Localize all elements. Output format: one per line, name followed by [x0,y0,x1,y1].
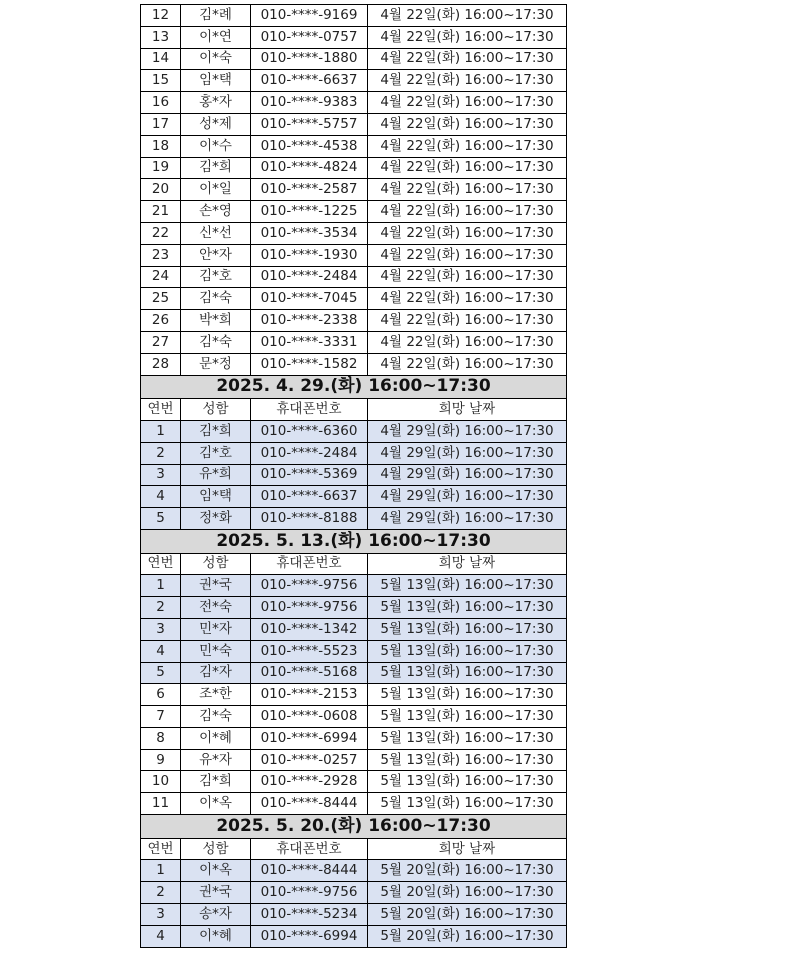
name-cell: 김*희 [181,420,251,442]
row-number: 3 [141,618,181,640]
phone-cell: 010-****-0608 [251,706,368,728]
row-number: 25 [141,288,181,310]
row-number: 2 [141,442,181,464]
phone-cell: 010-****-5369 [251,464,368,486]
date-cell: 5월 13일(화) 16:00~17:30 [368,793,567,815]
row-number: 27 [141,331,181,353]
name-cell: 김*호 [181,266,251,288]
phone-cell: 010-****-2484 [251,442,368,464]
name-cell: 박*희 [181,310,251,332]
row-number: 21 [141,201,181,223]
table-row [141,201,567,223]
table-row [141,464,567,486]
row-number: 1 [141,420,181,442]
date-cell: 5월 13일(화) 16:00~17:30 [368,662,567,684]
date-cell: 4월 22일(화) 16:00~17:30 [368,331,567,353]
name-cell: 김*호 [181,442,251,464]
date-cell: 4월 22일(화) 16:00~17:30 [368,244,567,266]
table-row [141,353,567,375]
phone-cell: 010-****-8444 [251,793,368,815]
row-number: 23 [141,244,181,266]
section-title-row [141,375,567,399]
row-number: 24 [141,266,181,288]
row-number: 8 [141,727,181,749]
header-date: 희망 날짜 [368,838,567,860]
header-number: 연번 [141,838,181,860]
name-cell: 이*수 [181,135,251,157]
date-cell: 4월 22일(화) 16:00~17:30 [368,353,567,375]
name-cell: 이*일 [181,179,251,201]
table-row [141,684,567,706]
date-cell: 4월 29일(화) 16:00~17:30 [368,420,567,442]
row-number: 14 [141,48,181,70]
section-title-row [141,815,567,839]
row-number: 9 [141,749,181,771]
reservation-sheet [140,4,566,948]
name-cell: 송*자 [181,904,251,926]
date-cell: 4월 22일(화) 16:00~17:30 [368,157,567,179]
phone-cell: 010-****-2928 [251,771,368,793]
row-number: 7 [141,706,181,728]
name-cell: 이*옥 [181,793,251,815]
section-title: 2025. 4. 29.(화) 16:00~17:30 [141,375,567,399]
row-number: 4 [141,925,181,947]
table-row [141,925,567,947]
date-cell: 4월 22일(화) 16:00~17:30 [368,135,567,157]
row-number: 1 [141,575,181,597]
phone-cell: 010-****-1225 [251,201,368,223]
name-cell: 김*숙 [181,706,251,728]
row-number: 6 [141,684,181,706]
name-cell: 이*혜 [181,727,251,749]
table-row [141,288,567,310]
phone-cell: 010-****-8188 [251,508,368,530]
phone-cell: 010-****-6637 [251,486,368,508]
date-cell: 5월 13일(화) 16:00~17:30 [368,706,567,728]
name-cell: 임*택 [181,486,251,508]
date-cell: 4월 22일(화) 16:00~17:30 [368,5,567,27]
row-number: 12 [141,5,181,27]
table-row [141,92,567,114]
name-cell: 안*자 [181,244,251,266]
table-row [141,727,567,749]
row-number: 26 [141,310,181,332]
table-row [141,26,567,48]
date-cell: 5월 13일(화) 16:00~17:30 [368,597,567,619]
phone-cell: 010-****-4538 [251,135,368,157]
date-cell: 4월 29일(화) 16:00~17:30 [368,486,567,508]
phone-cell: 010-****-9756 [251,597,368,619]
date-cell: 5월 13일(화) 16:00~17:30 [368,749,567,771]
row-number: 28 [141,353,181,375]
date-cell: 4월 22일(화) 16:00~17:30 [368,179,567,201]
phone-cell: 010-****-0757 [251,26,368,48]
row-number: 1 [141,860,181,882]
name-cell: 김*숙 [181,331,251,353]
name-cell: 전*숙 [181,597,251,619]
row-number: 19 [141,157,181,179]
date-cell: 4월 22일(화) 16:00~17:30 [368,48,567,70]
header-number: 연번 [141,399,181,421]
date-cell: 5월 20일(화) 16:00~17:30 [368,882,567,904]
phone-cell: 010-****-6994 [251,727,368,749]
phone-cell: 010-****-0257 [251,749,368,771]
row-number: 4 [141,640,181,662]
phone-cell: 010-****-1342 [251,618,368,640]
table-row [141,706,567,728]
table-row [141,771,567,793]
table-row [141,508,567,530]
table-row [141,486,567,508]
row-number: 2 [141,882,181,904]
date-cell: 4월 22일(화) 16:00~17:30 [368,201,567,223]
date-cell: 5월 13일(화) 16:00~17:30 [368,771,567,793]
table-row [141,48,567,70]
row-number: 13 [141,26,181,48]
table-row [141,640,567,662]
name-cell: 성*제 [181,113,251,135]
date-cell: 5월 13일(화) 16:00~17:30 [368,727,567,749]
date-cell: 4월 22일(화) 16:00~17:30 [368,92,567,114]
table-row [141,5,567,27]
phone-cell: 010-****-2587 [251,179,368,201]
header-number: 연번 [141,553,181,575]
row-number: 17 [141,113,181,135]
row-number: 16 [141,92,181,114]
name-cell: 이*연 [181,26,251,48]
row-number: 18 [141,135,181,157]
phone-cell: 010-****-9169 [251,5,368,27]
section-title-row [141,529,567,553]
table-row [141,135,567,157]
header-date: 희망 날짜 [368,399,567,421]
row-number: 3 [141,904,181,926]
date-cell: 4월 22일(화) 16:00~17:30 [368,310,567,332]
header-phone: 휴대폰번호 [251,399,368,421]
phone-cell: 010-****-2153 [251,684,368,706]
header-phone: 휴대폰번호 [251,553,368,575]
name-cell: 문*정 [181,353,251,375]
name-cell: 민*자 [181,618,251,640]
name-cell: 홍*자 [181,92,251,114]
row-number: 15 [141,70,181,92]
table-row [141,157,567,179]
name-cell: 임*택 [181,70,251,92]
name-cell: 김*희 [181,771,251,793]
table-row [141,266,567,288]
name-cell: 이*숙 [181,48,251,70]
phone-cell: 010-****-9756 [251,882,368,904]
name-cell: 김*숙 [181,288,251,310]
table-row [141,597,567,619]
phone-cell: 010-****-1880 [251,48,368,70]
column-header-row [141,399,567,421]
row-number: 2 [141,597,181,619]
date-cell: 5월 13일(화) 16:00~17:30 [368,640,567,662]
name-cell: 정*화 [181,508,251,530]
name-cell: 유*희 [181,464,251,486]
date-cell: 4월 29일(화) 16:00~17:30 [368,464,567,486]
phone-cell: 010-****-2338 [251,310,368,332]
date-cell: 4월 29일(화) 16:00~17:30 [368,442,567,464]
phone-cell: 010-****-3534 [251,222,368,244]
date-cell: 5월 20일(화) 16:00~17:30 [368,904,567,926]
column-header-row [141,553,567,575]
table-row [141,618,567,640]
date-cell: 4월 29일(화) 16:00~17:30 [368,508,567,530]
row-number: 22 [141,222,181,244]
date-cell: 4월 22일(화) 16:00~17:30 [368,222,567,244]
name-cell: 김*례 [181,5,251,27]
date-cell: 5월 13일(화) 16:00~17:30 [368,618,567,640]
phone-cell: 010-****-5523 [251,640,368,662]
row-number: 3 [141,464,181,486]
name-cell: 이*혜 [181,925,251,947]
phone-cell: 010-****-6994 [251,925,368,947]
name-cell: 민*숙 [181,640,251,662]
date-cell: 4월 22일(화) 16:00~17:30 [368,266,567,288]
date-cell: 4월 22일(화) 16:00~17:30 [368,113,567,135]
table-row [141,662,567,684]
table-row [141,793,567,815]
table-row [141,113,567,135]
date-cell: 4월 22일(화) 16:00~17:30 [368,70,567,92]
phone-cell: 010-****-9383 [251,92,368,114]
name-cell: 김*희 [181,157,251,179]
table-row [141,749,567,771]
phone-cell: 010-****-1930 [251,244,368,266]
phone-cell: 010-****-4824 [251,157,368,179]
header-phone: 휴대폰번호 [251,838,368,860]
section-title: 2025. 5. 13.(화) 16:00~17:30 [141,529,567,553]
name-cell: 권*국 [181,575,251,597]
name-cell: 이*옥 [181,860,251,882]
phone-cell: 010-****-5757 [251,113,368,135]
date-cell: 5월 20일(화) 16:00~17:30 [368,860,567,882]
row-number: 11 [141,793,181,815]
row-number: 10 [141,771,181,793]
header-name: 성함 [181,838,251,860]
column-header-row [141,838,567,860]
phone-cell: 010-****-6360 [251,420,368,442]
section-title: 2025. 5. 20.(화) 16:00~17:30 [141,815,567,839]
phone-cell: 010-****-6637 [251,70,368,92]
phone-cell: 010-****-2484 [251,266,368,288]
phone-cell: 010-****-7045 [251,288,368,310]
table-row [141,310,567,332]
date-cell: 4월 22일(화) 16:00~17:30 [368,288,567,310]
header-date: 희망 날짜 [368,553,567,575]
table-row [141,442,567,464]
phone-cell: 010-****-1582 [251,353,368,375]
phone-cell: 010-****-9756 [251,575,368,597]
date-cell: 5월 20일(화) 16:00~17:30 [368,925,567,947]
date-cell: 5월 13일(화) 16:00~17:30 [368,575,567,597]
row-number: 5 [141,662,181,684]
phone-cell: 010-****-5234 [251,904,368,926]
table-row [141,904,567,926]
table-row [141,244,567,266]
table-row [141,882,567,904]
row-number: 4 [141,486,181,508]
table-row [141,179,567,201]
phone-cell: 010-****-8444 [251,860,368,882]
name-cell: 신*선 [181,222,251,244]
table-row [141,575,567,597]
reservation-table [140,4,567,948]
header-name: 성함 [181,399,251,421]
row-number: 5 [141,508,181,530]
name-cell: 유*자 [181,749,251,771]
phone-cell: 010-****-5168 [251,662,368,684]
table-row [141,860,567,882]
date-cell: 4월 22일(화) 16:00~17:30 [368,26,567,48]
name-cell: 김*자 [181,662,251,684]
phone-cell: 010-****-3331 [251,331,368,353]
name-cell: 손*영 [181,201,251,223]
table-row [141,331,567,353]
date-cell: 5월 13일(화) 16:00~17:30 [368,684,567,706]
name-cell: 권*국 [181,882,251,904]
row-number: 20 [141,179,181,201]
table-row [141,222,567,244]
table-row [141,70,567,92]
name-cell: 조*한 [181,684,251,706]
table-row [141,420,567,442]
header-name: 성함 [181,553,251,575]
